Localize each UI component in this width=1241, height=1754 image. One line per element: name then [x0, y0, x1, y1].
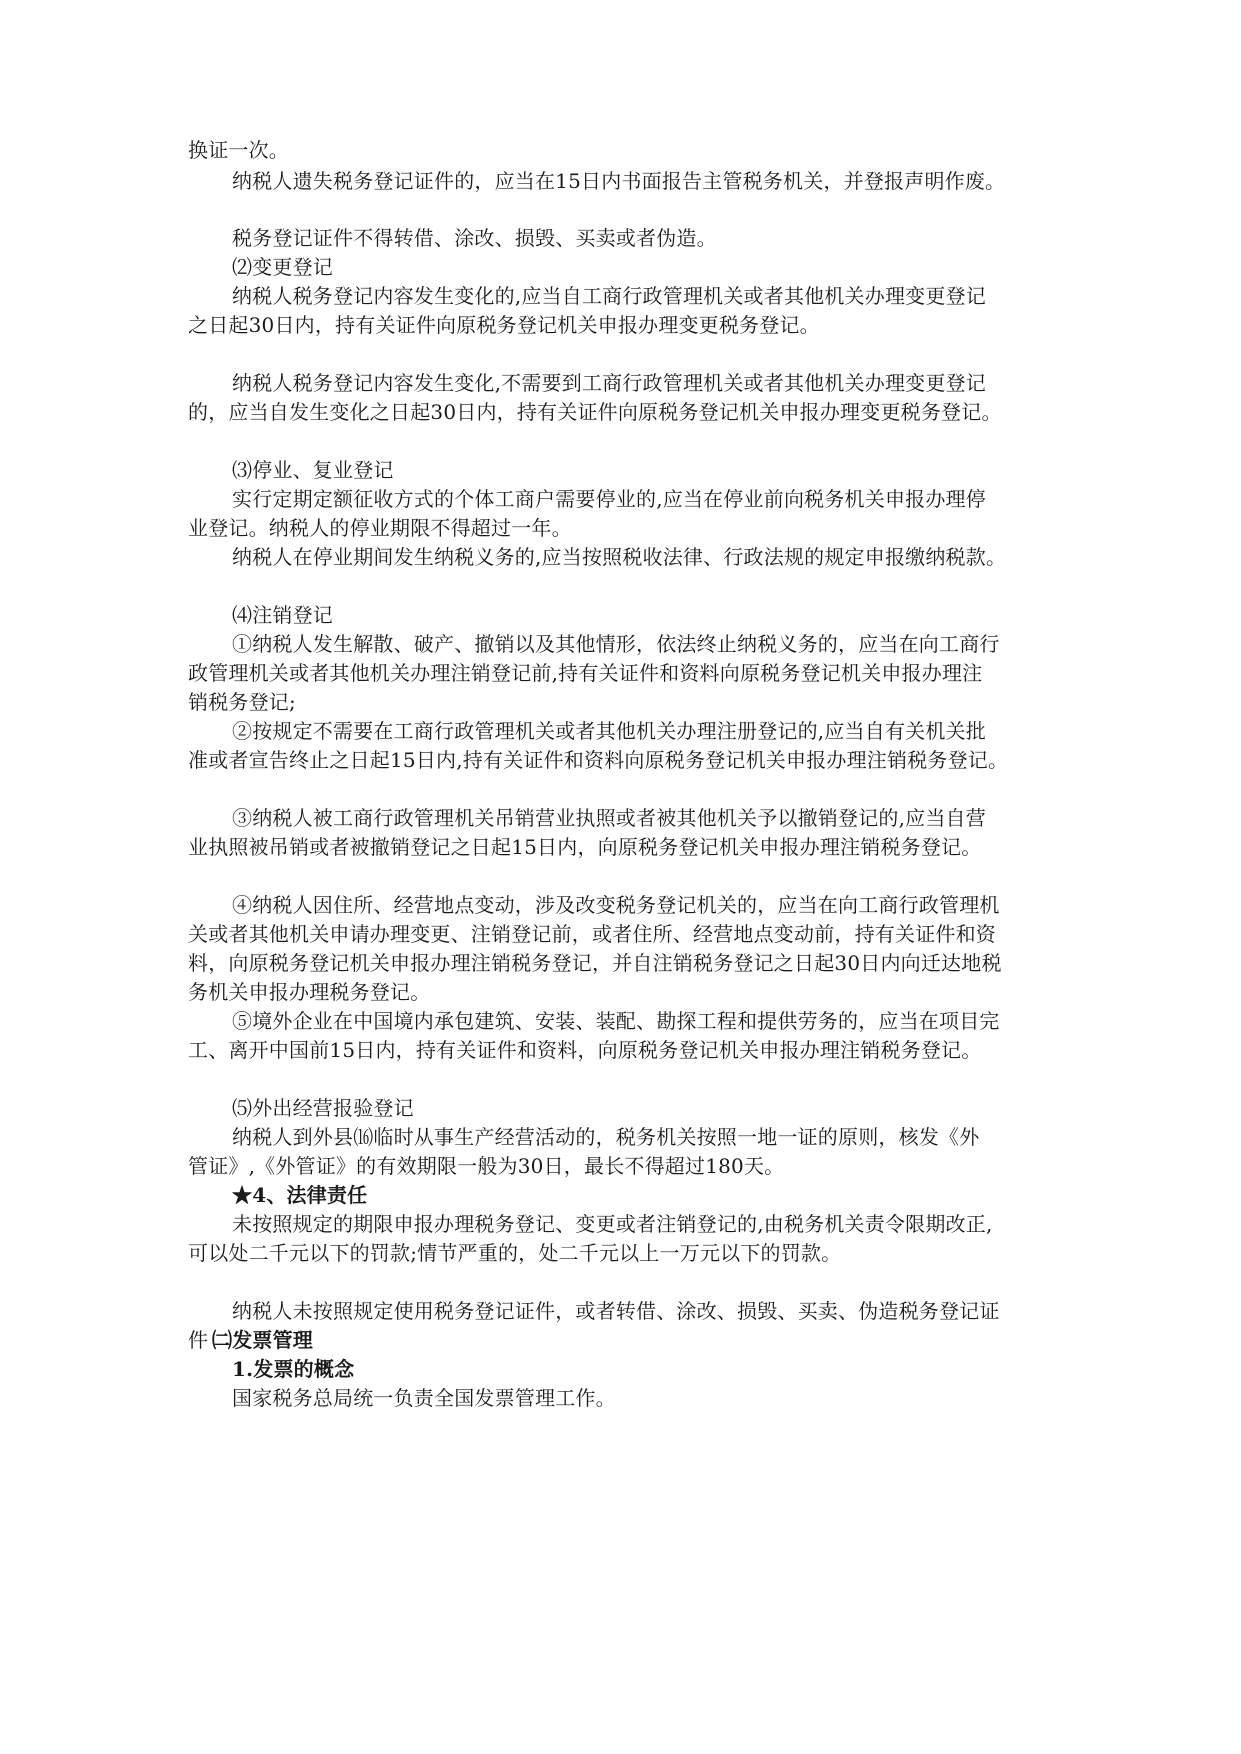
section-heading: ⑵变更登记 [232, 255, 333, 279]
text-line: ①纳税人发生解散、破产、撤销以及其他情形，依法终止纳税义务的，应当在向工商行 [232, 632, 1000, 656]
text-line: 关或者其他机关申请办理变更、注销登记前，或者住所、经营地点变动前，持有关证件和资 [188, 922, 996, 946]
text-line: 的，应当自发生变化之日起30日内，持有关证件向原税务登记机关申报办理变更税务登记。 [188, 400, 1002, 424]
text-line: 纳税人税务登记内容发生变化的,应当自工商行政管理机关或者其他机关办理变更登记 [232, 284, 986, 308]
text-line: 纳税人到外县⒃临时从事生产经营活动的，税务机关按照一地一证的原则，核发《外 [232, 1125, 980, 1149]
text-line: 换证一次。 [188, 138, 289, 162]
text-line: 国家税务总局统一负责全国发票管理工作。 [232, 1386, 616, 1410]
text-line: 销税务登记; [188, 690, 296, 714]
section-heading: ⑶停业、复业登记 [232, 458, 394, 482]
text-line: 可以处二千元以下的罚款;情节严重的，处二千元以上一万元以下的罚款。 [188, 1241, 842, 1265]
section-heading: ㈡发票管理 [212, 1328, 313, 1352]
text-line: 纳税人在停业期间发生纳税义务的,应当按照税收法律、行政法规的规定申报缴纳税款。 [232, 545, 1007, 569]
text-line: 未按照规定的期限申报办理税务登记、变更或者注销登记的,由税务机关责令限期改正, [232, 1212, 993, 1236]
text-line: 准或者宣告终止之日起15日内,持有关证件和资料向原税务登记机关申报办理注销税务登记。 [188, 748, 1009, 772]
text-line: ③纳税人被工商行政管理机关吊销营业执照或者被其他机关予以撤销登记的,应当自营 [232, 806, 986, 830]
text-line: ②按规定不需要在工商行政管理机关或者其他机关办理注册登记的,应当自有关机关批 [232, 719, 986, 743]
text-line: 政管理机关或者其他机关办理注销登记前,持有关证件和资料向原税务登记机关申报办理注 [188, 661, 983, 685]
text-line: 业登记。纳税人的停业期限不得超过一年。 [188, 516, 572, 540]
section-heading: ⑸外出经营报验登记 [232, 1096, 414, 1120]
text-line: ⑤境外企业在中国境内承包建筑、安装、装配、勘探工程和提供劳务的，应当在项目完 [232, 1009, 1000, 1033]
text-line: 管证》,《外管证》的有效期限一般为30日，最长不得超过180天。 [188, 1154, 785, 1178]
text-line: 实行定期定额征收方式的个体工商户需要停业的,应当在停业前向税务机关申报办理停 [232, 487, 986, 511]
text-line: 之日起30日内，持有关证件向原税务登记机关申报办理变更税务登记。 [188, 313, 820, 337]
text-line: 纳税人未按照规定使用税务登记证件，或者转借、涂改、损毁、买卖、伪造税务登记证 [232, 1299, 1000, 1323]
text-line: 税务登记证件不得转借、涂改、损毁、买卖或者伪造。 [232, 226, 717, 250]
text-line: 纳税人遗失税务登记证件的，应当在15日内书面报告主管税务机关，并登报声明作废。 [232, 169, 1006, 193]
text-line: 工、离开中国前15日内，持有关证件和资料，向原税务登记机关申报办理注销税务登记。 [188, 1038, 982, 1062]
section-heading: ⑷注销登记 [232, 603, 333, 627]
text-line: 件 [188, 1328, 209, 1352]
section-heading: ★4、法律责任 [232, 1183, 368, 1207]
section-heading: 1.发票的概念 [232, 1357, 355, 1381]
text-line: ④纳税人因住所、经营地点变动，涉及改变税务登记机关的，应当在向工商行政管理机 [232, 893, 1000, 917]
text-line: 纳税人税务登记内容发生变化,不需要到工商行政管理机关或者其他机关办理变更登记 [232, 371, 986, 395]
text-line: 料，向原税务登记机关申报办理注销税务登记，并自注销税务登记之日起30日内向迁达地税 [188, 951, 1002, 975]
text-line: 业执照被吊销或者被撤销登记之日起15日内，向原税务登记机关申报办理注销税务登记。 [188, 835, 982, 859]
text-line: 务机关申报办理税务登记。 [188, 980, 431, 1004]
